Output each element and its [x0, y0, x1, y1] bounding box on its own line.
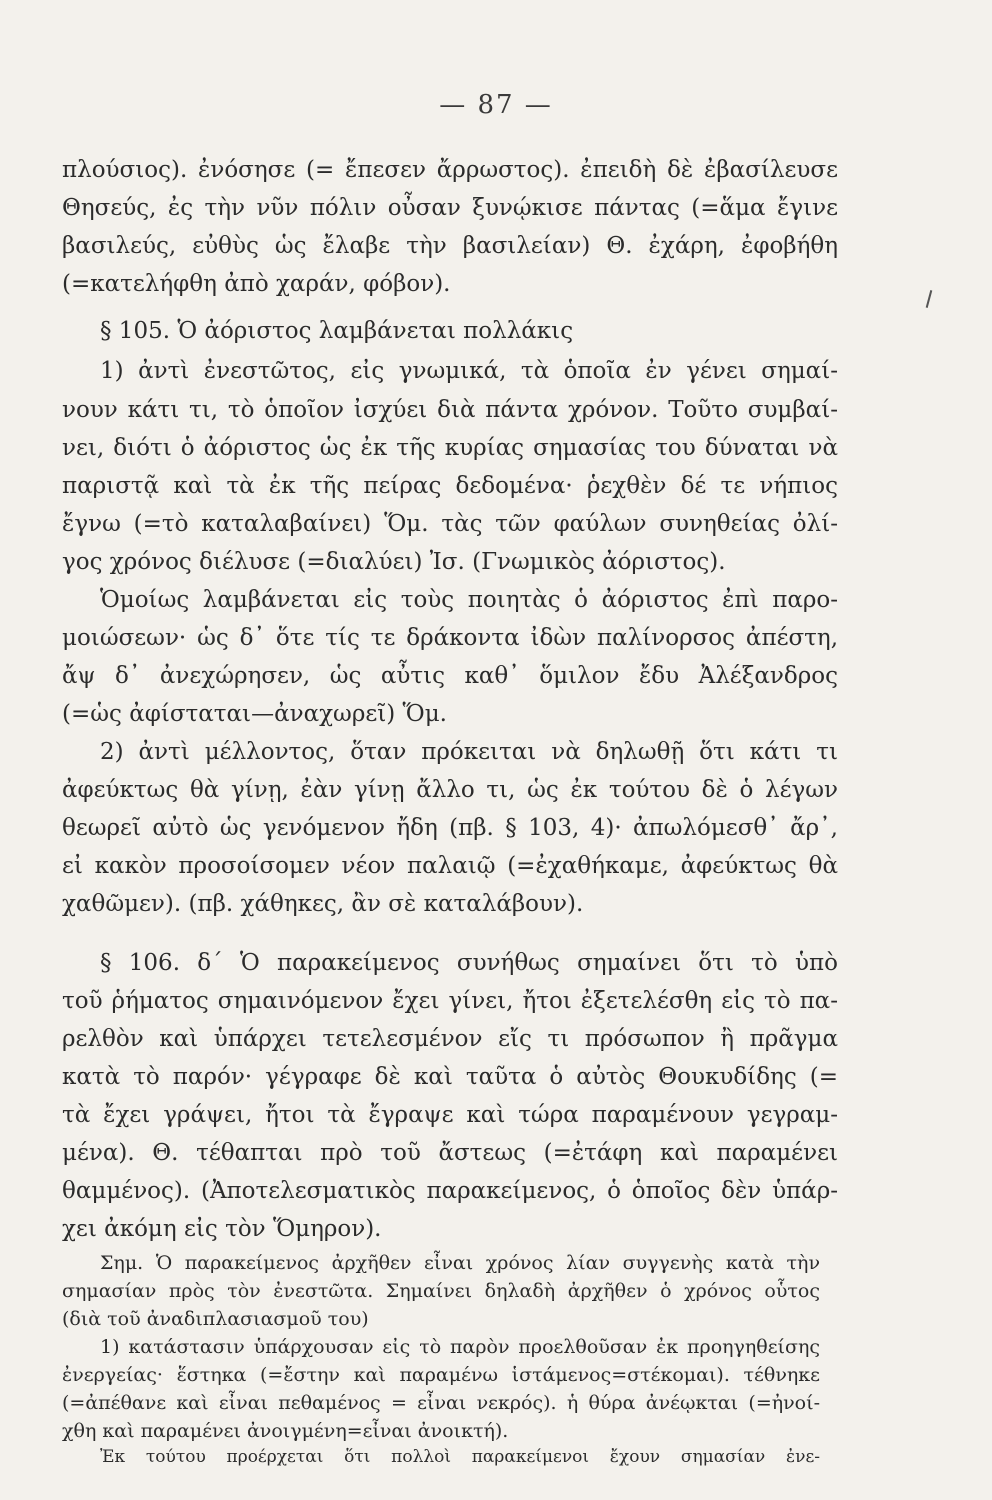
text-line: ρελθὸν καὶ ὑπάρχει τετελεσμένον εἴς τι πρόσωπον ἢ πρᾶγμα — [62, 1026, 838, 1052]
text-line: τὰ ἔχει γράψει, ἤτοι τὰ ἔγραψε καὶ τώρα παραμένουν γεγραμ- — [62, 1102, 838, 1128]
section-heading-105: § 105. Ὁ ἀόριστος λαμβάνεται πολλάκις — [100, 318, 574, 344]
text-line: θαμμένος). (Ἀποτελεσματικὸς παρακείμενος, ὁ ὁποῖος δὲν ὑπάρ- — [62, 1178, 838, 1204]
note-line: ἐνεργείας· ἕστηκα (=ἔστην καὶ παραμένω ἱστάμενος=στέκομαι). τέθνηκε — [62, 1364, 820, 1386]
text-line: γος χρόνος διέλυσε (=διαλύει) Ἰσ. (Γνωμικὸς ἀόριστος). — [62, 549, 726, 575]
page-number: — 87 — — [439, 90, 553, 120]
text-line: Ὁμοίως λαμβάνεται εἰς τοὺς ποιητὰς ὁ ἀόριστος ἐπὶ παρο- — [100, 587, 838, 613]
text-line: 1) ἀντὶ ἐνεστῶτος, εἰς γνωμικά, τὰ ὁποῖα ἐν γένει σημαί- — [100, 358, 838, 384]
text-line: τοῦ ῥήματος σημαινόμενον ἔχει γίνει, ἤτοι ἐξετελέσθη εἰς τὸ πα- — [62, 988, 838, 1014]
text-line: πλούσιος). ἐνόσησε (= ἔπεσεν ἄρρωστος). ἐπειδὴ δὲ ἐβασίλευσε — [62, 157, 838, 183]
text-line: 2) ἀντὶ μέλλοντος, ὅταν πρόκειται νὰ δηλωθῇ ὅτι κάτι τι — [100, 739, 838, 765]
text-line: (=ὡς ἀφίσταται—ἀναχωρεῖ) Ὅμ. — [62, 701, 447, 727]
note-line: χθη καὶ παραμένει ἀνοιγμένη=εἶναι ἀνοικτή). — [62, 1420, 509, 1442]
text-line: Θησεύς, ἐς τὴν νῦν πόλιν οὖσαν ξυνῴκισε πάντας (=ἅμα ἔγινε — [62, 195, 838, 221]
note-line: 1) κατάστασιν ὑπάρχουσαν εἰς τὸ παρὸν προελθοῦσαν ἐκ προηγηθείσης — [100, 1336, 820, 1358]
text-line: (=κατελήφθη ἀπὸ χαράν, φόβον). — [62, 271, 451, 297]
note-line: σημασίαν πρὸς τὸν ἐνεστῶτα. Σημαίνει δηλαδὴ ἀρχῆθεν ὁ χρόνος οὗτος — [62, 1280, 820, 1302]
text-line: χει ἀκόμη εἰς τὸν Ὅμηρον). — [62, 1216, 382, 1242]
note-line: (=ἀπέθανε καὶ εἶναι πεθαμένος = εἶναι νεκρός). ἡ θύρα ἀνέῳκται (=ἠνοί- — [62, 1392, 820, 1414]
text-line: ἀφεύκτως θὰ γίνῃ, ἐὰν γίνῃ ἄλλο τι, ὡς ἐκ τούτου δὲ ὁ λέγων — [62, 777, 838, 803]
text-line: χαθῶμεν). (πβ. χάθηκες, ἂν σὲ καταλάβουν). — [62, 891, 584, 917]
text-line: ἔγνω (=τὸ καταλαβαίνει) Ὅμ. τὰς τῶν φαύλων συνηθείας ὀλί- — [62, 511, 838, 537]
text-line: νει, διότι ὁ ἀόριστος ὡς ἐκ τῆς κυρίας σημασίας του δύναται νὰ — [62, 435, 838, 461]
pencil-mark — [926, 290, 933, 308]
note-line: (διὰ τοῦ ἀναδιπλασιασμοῦ του) — [62, 1308, 369, 1330]
text-line: βασιλεύς, εὐθὺς ὡς ἔλαβε τὴν βασιλείαν) Θ. ἐχάρη, ἐφοβήθη — [62, 233, 838, 259]
text-line: θεωρεῖ αὐτὸ ὡς γενόμενον ἤδη (πβ. § 103, 4)· ἀπωλόμεσθ᾽ ἄρ᾽, — [62, 815, 838, 841]
text-line: εἰ κακὸν προσοίσομεν νέον παλαιῷ (=ἐχαθήκαμε, ἀφεύκτως θὰ — [62, 853, 838, 879]
text-line: μοιώσεων· ὡς δ᾽ ὅτε τίς τε δράκοντα ἰδὼν παλίνορσος ἀπέστη, — [62, 625, 838, 651]
text-line: παριστᾷ καὶ τὰ ἐκ τῆς πείρας δεδομένα· ῥεχθὲν δέ τε νήπιος — [62, 473, 838, 499]
text-line: μένα). Θ. τέθαπται πρὸ τοῦ ἄστεως (=ἐτάφη καὶ παραμένει — [62, 1140, 838, 1166]
text-line: ἄψ δ᾽ ἀνεχώρησεν, ὡς αὖτις καθ᾽ ὅμιλον ἔδυ Ἀλέξανδρος — [62, 663, 838, 689]
text-line: κατὰ τὸ παρόν· γέγραφε δὲ καὶ ταῦτα ὁ αὐτὸς Θουκυδίδης (= — [62, 1064, 838, 1090]
note-line: Ἐκ τούτου προέρχεται ὅτι πολλοὶ παρακείμενοι ἔχουν σημασίαν ἐνε- — [100, 1447, 820, 1467]
text-line: νουν κάτι τι, τὸ ὁποῖον ἰσχύει διὰ πάντα χρόνον. Τοῦτο συμβαί- — [62, 397, 838, 423]
section-heading-106: § 106. δ´ Ὁ παρακείμενος συνήθως σημαίνει ὅτι τὸ ὑπὸ — [100, 950, 838, 976]
note-line: Σημ. Ὁ παρακείμενος ἀρχῆθεν εἶναι χρόνος λίαν συγγενὴς κατὰ τὴν — [100, 1252, 820, 1274]
